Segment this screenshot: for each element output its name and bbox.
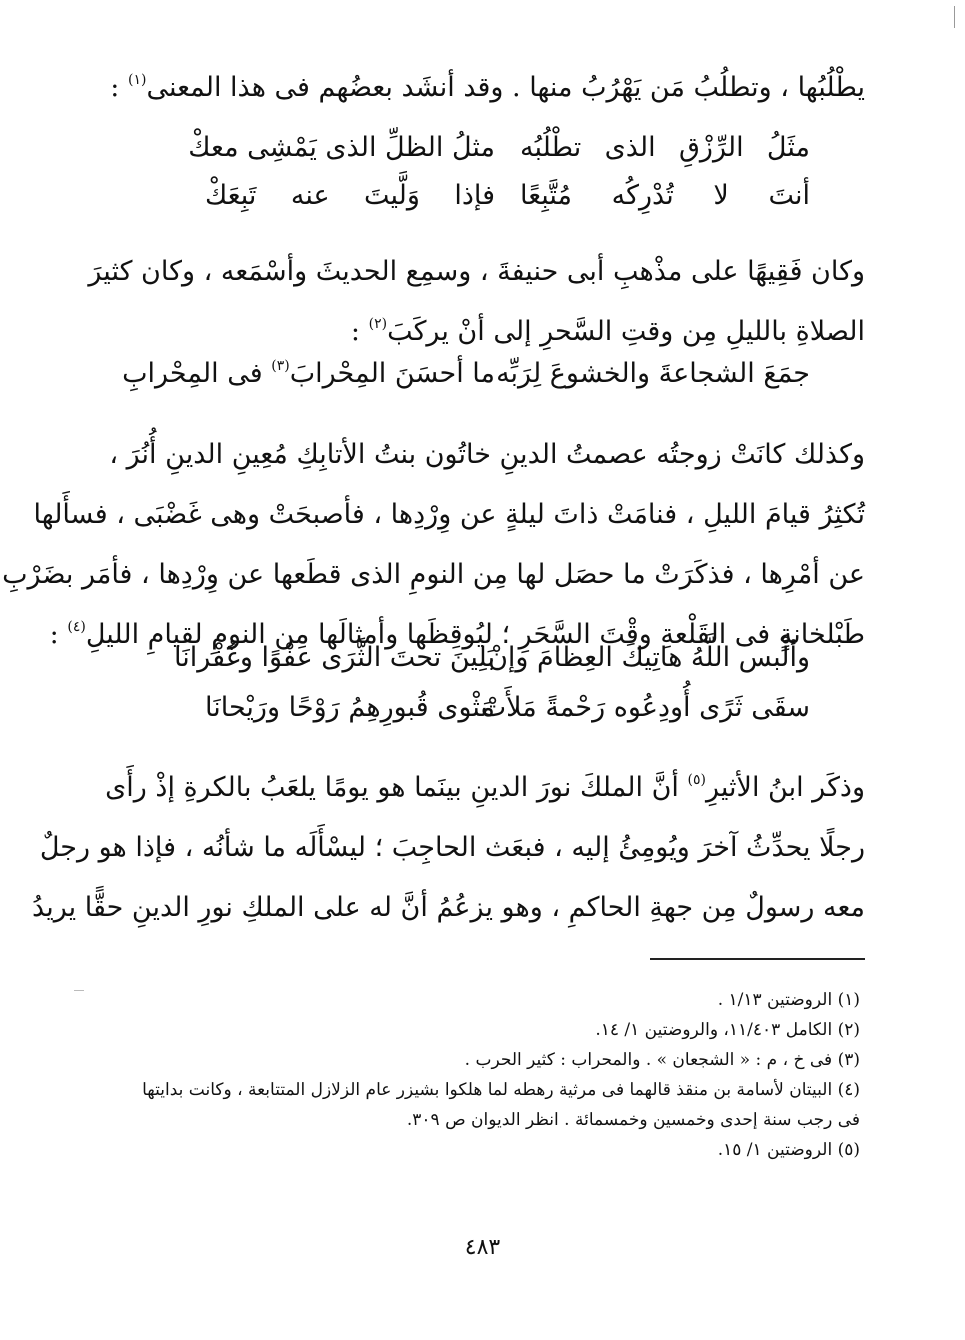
paragraph-text: الصلاةِ بالليلِ مِن وقتِ السَّحرِ إلى أنْ يركَبَ bbox=[387, 316, 865, 347]
paragraph-line: وكذلك كانَتْ زوجتُه عصمتُ الدينِ خاتُون بنتُ الأتابِكِ مُعِينِ الدينِ أُنُرَ ، bbox=[109, 439, 865, 470]
footnote-2: (٢) الكامل ١١/٤٠٣، والروضتين ١/ ١٤. bbox=[595, 1020, 860, 1040]
verse-line-2 bbox=[205, 180, 810, 230]
scan-edge-mark bbox=[954, 6, 955, 28]
paragraph-text: وذكَر ابنُ الأثيرِ bbox=[705, 772, 865, 803]
verse-second-hemistich bbox=[122, 358, 495, 408]
paragraph-line bbox=[105, 758, 865, 818]
page-number: ٤٨٣ bbox=[464, 1235, 501, 1260]
verse-text: فى المِحْرابِ bbox=[122, 358, 272, 389]
footnote-ref[interactable]: (٤) bbox=[67, 619, 86, 635]
verse-first-hemistich: أنتَ لا تُدْرِكُه مُتَّبِعًا bbox=[520, 180, 810, 211]
paragraph-text: أنَّ الملكَ نورَ الدينِ بينَما هو يومًا يلعَبُ بالكرةِ إذْ رأَى bbox=[105, 772, 688, 803]
punctuation: : bbox=[350, 316, 369, 347]
punctuation: : bbox=[49, 619, 68, 650]
verse-first-hemistich: جمَعَ الشجاعةَ والخشوعَ لِرَبِّه bbox=[496, 358, 810, 389]
paragraph-text: طَبْلخانةٍ فى القَلْعةِ وقْتَ السَّحَرِ ؛ ليُوقِظَها وأمثالَها مِن النومِ لقيامِ الليلِ bbox=[85, 619, 865, 650]
footnote-1: (١) الروضتين ١/١٣ . bbox=[717, 990, 860, 1010]
verse-line-4 bbox=[173, 642, 810, 692]
verse-line-3 bbox=[122, 358, 810, 408]
paragraph-2 bbox=[88, 242, 865, 362]
paragraph-line: معه رسولٌ مِن جهةِ الحاكمِ ، وهو يزعُمُ أنَّ له على الملكِ نورِ الدينِ حقًّا يريدُ bbox=[32, 892, 865, 923]
footnote-ref[interactable]: (٢) bbox=[368, 316, 388, 332]
verse-second-hemistich: بَلِينَ تحتَ الثَّرَى عفْوًا وغُفْرانَا bbox=[173, 642, 495, 673]
paragraph-line bbox=[110, 58, 865, 118]
footnote-4: (٤) البيتان لأسامة بن منقذ قالهما فى مرثية رهطه لما هلكوا بشيزر عام الزلازل المتتابعة ، وكانت بدايتها bbox=[142, 1080, 860, 1100]
footnote-ref[interactable]: (١) bbox=[127, 72, 147, 88]
scan-speck bbox=[74, 990, 84, 991]
verse-line-5 bbox=[205, 692, 810, 742]
paragraph-line bbox=[150, 302, 865, 362]
paragraph-line: وكان فَقِيهًا على مذْهبِ أبى حنيفةَ ، وسمِع الحديثَ وأسْمَعه ، وكان كثيرَ bbox=[88, 256, 865, 287]
paragraph-line: رجلًا يحدِّثُ آخرَ ويُومِئُ إليه ، فبعَث الحاجِبَ ؛ ليسْأَلَه ما شأنُه ، فإذا هو رجلٌ bbox=[39, 832, 865, 863]
paragraph-1 bbox=[110, 58, 865, 118]
verse-second-hemistich: مثلُ الظلِّ الذى يَمْشِى معكْ bbox=[188, 132, 495, 163]
verse-first-hemistich: وألْبس اللَّهُ هاتِيكَ العِظامَ وإنْ bbox=[488, 642, 810, 673]
verse-second-hemistich: فإذا وَلَّيتَ عنه تَبِعَكْ bbox=[205, 180, 495, 211]
footnote-separator bbox=[650, 958, 865, 960]
footnote-ref[interactable]: (٣) bbox=[271, 358, 290, 374]
verse-first-hemistich: مثَلُ الرِّزْقِ الذى تطْلُبُه bbox=[520, 132, 810, 163]
paragraph-4 bbox=[32, 758, 865, 938]
verse-line-1 bbox=[188, 132, 810, 182]
footnote-4-continued: فى رجب سنة إحدى وخمسين وخمسمائة . انظر الديوان ص ٣٠٩. bbox=[406, 1110, 860, 1130]
verse-first-hemistich: سقَى ثَرًى أُودِعُوه رَحْمةً مَلأَتْ bbox=[480, 692, 810, 723]
paragraph-3 bbox=[2, 425, 865, 665]
verse-second-hemistich: مَثْوى قُبورِهِمُ رَوْحًا ورَيْحانَا bbox=[205, 692, 495, 723]
footnote-3: (٣) فى خ ، م : « الشجعان » . والمحراب : كثير الحرب . bbox=[464, 1050, 860, 1070]
footnote-5: (٥) الروضتين ١/ ١٥. bbox=[717, 1140, 860, 1160]
punctuation: : bbox=[110, 72, 128, 103]
paragraph-line: عن أمْرِها ، فذكَرَتْ ما حصَل لها مِن النومِ الذى قطَعها عن وِرْدِها ، فأمَر بضَرْبِ bbox=[2, 559, 865, 590]
paragraph-text: يطْلُبُها ، وتطلُبُ مَن يَهْرُبُ منها . وقد أنشَد بعضُهم فى هذا المعنى bbox=[146, 72, 865, 103]
footnotes bbox=[142, 985, 860, 1165]
paragraph-line: تُكثِرُ قيامَ الليلِ ، فنامَتْ ذاتَ ليلةٍ عن وِرْدِها ، فأصبحَتْ وهى غَضْبَى ، فسأَلها bbox=[33, 499, 865, 530]
footnote-ref[interactable]: (٥) bbox=[687, 772, 706, 788]
verse-text: ما أحسَنَ المِحْرابَ bbox=[289, 358, 495, 389]
